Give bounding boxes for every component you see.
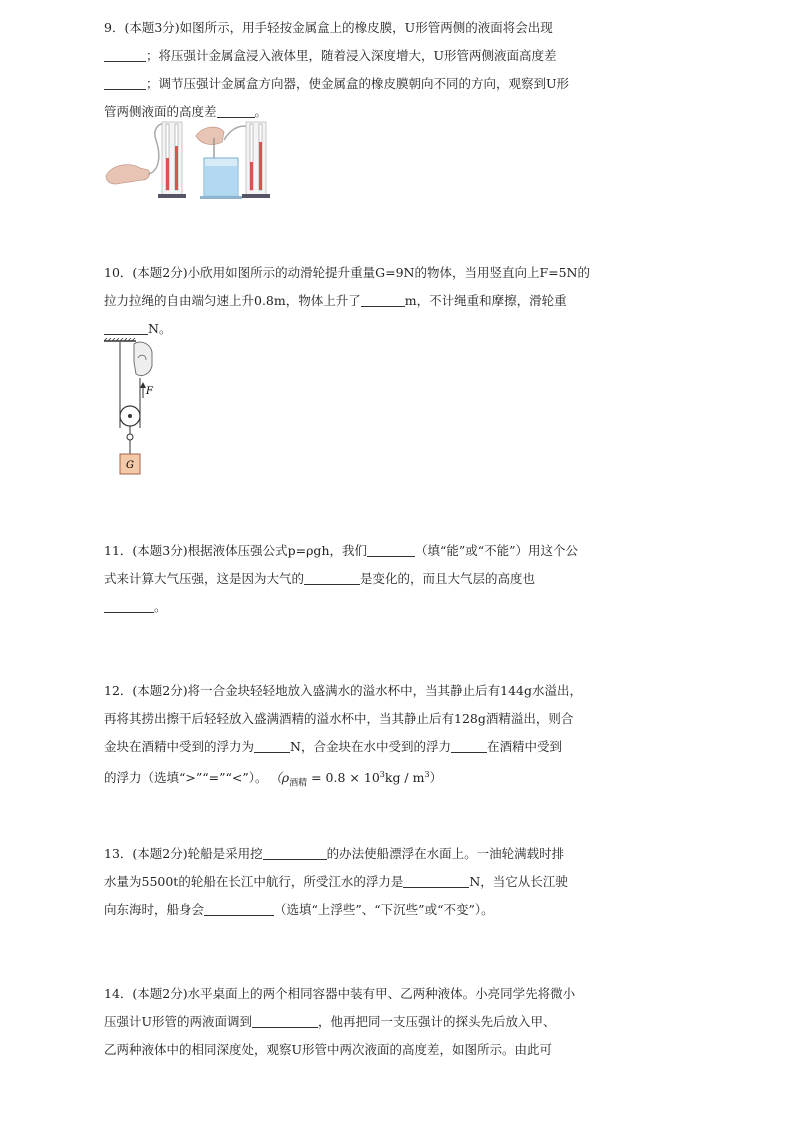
q11-blank-3[interactable] [104,598,154,613]
q13-line-1: 13．(本题2分)轮船是采用挖 [104,846,263,861]
q12-line-1: 12．(本题2分)将一合金块轻轻地放入盛满水的溢水杯中，当其静止后有144g水溢出， [104,683,582,698]
q10-blank-2[interactable] [104,320,148,335]
q12-line-4: 的浮力（选填“>”“=”“<”）。 [104,770,268,786]
q10-line-3: N。 [148,321,172,336]
q13-line-2b: N，当它从长江驶 [469,874,568,889]
q14-blank-1[interactable] [252,1013,318,1028]
question-12 [104,677,584,798]
rho-symbol: （ρ [275,770,290,786]
q11-line-2: 式来计算大气压强，这是因为大气的 [104,571,305,586]
unit-exp: 3 [424,770,430,779]
q9-line-end: 。 [254,104,268,119]
q11-blank-1[interactable] [367,542,415,557]
q10-line-2: 拉力拉绳的自由端匀速上升0.8m，物体上升了 [104,293,361,308]
q11-line-1: 11．(本题3分)根据液体压强公式p=ρgh，我们 [104,543,367,558]
pulley-figure [104,338,164,478]
q11-line-1b: （填“能”或“不能”）用这个公 [415,543,579,558]
question-10 [104,259,590,343]
q10-line-1: 10．(本题2分)小欣用如图所示的动滑轮提升重量G=9N的物体，当用竖直向上F=5N的 [104,265,590,280]
q12-blank-1[interactable] [254,738,290,753]
q9-line-4: 管两侧液面的高度差 [104,104,217,119]
q12-line-2: 再将其捞出擦干后轻轻放入盛满酒精的溢水杯中，当其静止后有128g酒精溢出，则合 [104,711,574,726]
q12-line-3b: N，合金块在水中受到的浮力 [290,739,451,754]
q13-line-3: 向东海时，船身会 [104,902,205,917]
density-unit: kg / m [384,770,425,786]
force-label: F [146,386,153,397]
q13-line-2: 水量为5500t的轮船在长江中航行，所受江水的浮力是 [104,874,404,889]
q9-blank-1[interactable] [104,47,146,62]
question-14 [104,980,584,1064]
density-close: ） [429,770,443,786]
q13-blank-3[interactable] [204,901,274,916]
question-11 [104,537,584,621]
rho-subscript: 酒精 [289,778,308,789]
q13-blank-1[interactable] [263,845,327,860]
q12-density-formula [275,770,443,789]
q14-line-1: 14．(本题2分)水平桌面上的两个相同容器中装有甲、乙两种液体。小亮同学先将微小 [104,986,576,1001]
q11-line-3: 。 [154,599,167,614]
q11-line-2b: 是变化的，而且大气层的高度也 [360,571,536,586]
q9-blank-2[interactable] [104,75,146,90]
q10-blank-1[interactable] [361,292,405,307]
q13-blank-2[interactable] [403,873,469,888]
question-9 [104,14,584,126]
pressure-gauge-figure [104,118,274,200]
q11-blank-2[interactable] [304,570,360,585]
q14-line-3: 乙两种液体中的相同深度处，观察U形管中两次液面的高度差，如图所示。由此可 [104,1042,553,1057]
density-value: = 0.8 × 10 [307,770,380,786]
q12-blank-2[interactable] [451,738,487,753]
density-exp: 3 [379,770,385,779]
q9-line-2: ；将压强计金属盒浸入液体里，随着浸入深度增大，U形管两侧液面高度差 [146,48,557,63]
q13-line-3b: （选填“上浮些”、“下沉些”或“不变”）。 [274,902,494,917]
q14-line-2b: ，他再把同一支压强计的探头先后放入甲、 [318,1014,556,1029]
q9-line-1: 9．(本题3分)如图所示，用手轻按金属盒上的橡皮膜，U形管两侧的液面将会出现 [104,20,553,35]
q9-blank-3[interactable] [217,103,255,118]
q10-line-2b: m，不计绳重和摩擦，滑轮重 [404,293,567,308]
q13-line-1b: 的办法使船漂浮在水面上。一油轮满载时排 [326,846,565,861]
q14-line-2: 压强计U形管的两液面调到 [104,1014,253,1029]
question-13 [104,840,584,924]
q12-line-3c: 在酒精中受到 [486,739,562,754]
q12-line-3: 金块在酒精中受到的浮力为 [104,739,255,754]
weight-label: G [126,460,134,471]
q9-line-3: ；调节压强计金属盒方向器，使金属盒的橡皮膜朝向不同的方向，观察到U形 [146,76,570,91]
